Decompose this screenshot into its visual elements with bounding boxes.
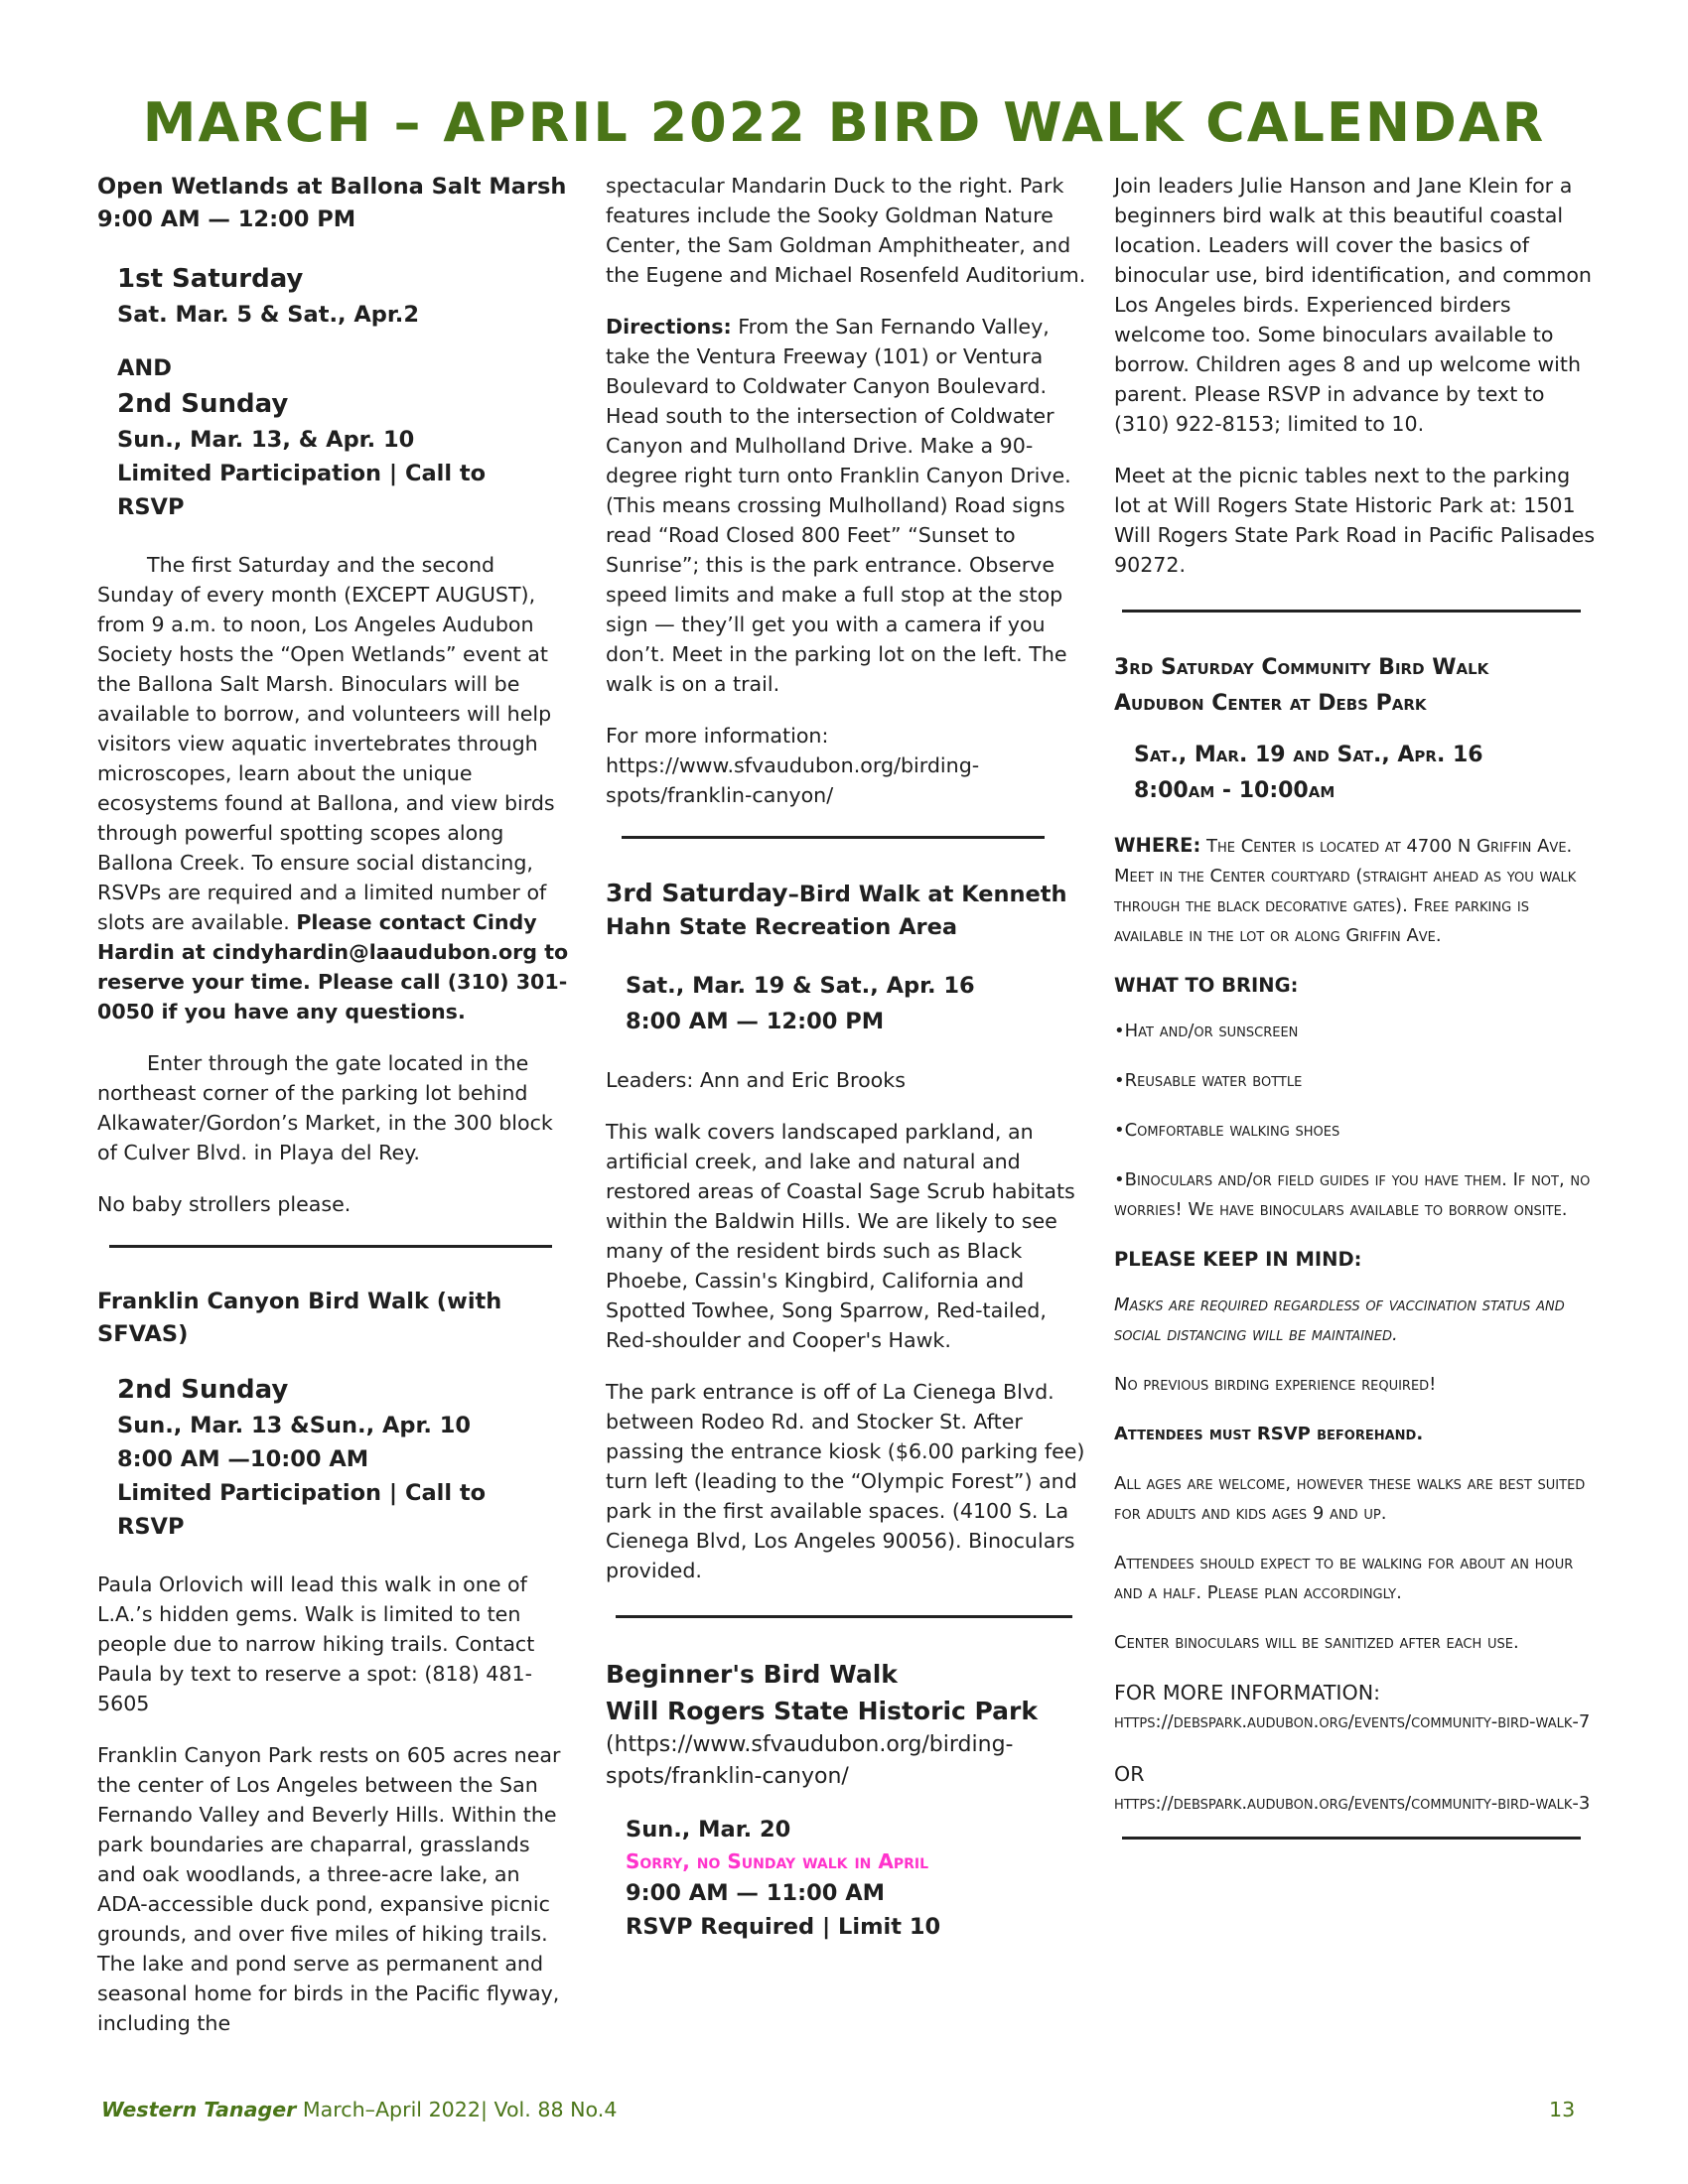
franklin-sched-time: 8:00 AM —10:00 AM: [117, 1446, 369, 1472]
beginner-title-1: Beginner's Bird Walk: [606, 1660, 898, 1689]
beginner-title-2: Will Rogers State Historic Park: [606, 1697, 1039, 1725]
ballona-p1-text: The first Saturday and the second Sunday of every month (EXCEPT AUGUST), from 9 a.m. to noon, Los Angeles Audubon Society hosts the “Open Wetlands” event at the Ballona Salt Marsh. Binoculars will be available to borrow, and volunteers will help visitors view aquatic invertebrates through microscopes, learn about the unique ecosystems found at Ballona, and view birds through powerful spotting scopes along Ballona Creek. To ensure social distancing, RSVPs are required and a limited number of slots are available.: [97, 553, 555, 934]
bring-item-2: •Reusable water bottle: [1114, 1070, 1303, 1091]
bring-item-3: •Comfortable walking shoes: [1114, 1120, 1340, 1141]
hahn-paragraph-1: This walk covers landscaped parkland, an artificial creek, and lake and natural and restored areas of Coastal Sage Scrub habitats within the Baldwin Hills. We are likely to see many of the resident birds such as Black Phoebe, Cassin's Kingbird, California and Spotted Towhee, Song Sparrow, Red-tailed, Red-shoulder and Cooper's Hawk.: [606, 1120, 1075, 1352]
beginner-sched-date: Sun., Mar. 20: [626, 1817, 791, 1843]
hahn-title-b: –Bird Walk at Kenneth Hahn State Recreation Area: [606, 882, 1067, 940]
bring-label: WHAT TO BRING:: [1114, 974, 1299, 997]
ballona-paragraph-1: [97, 550, 572, 1026]
sched-first-saturday: 1st Saturday: [117, 264, 304, 294]
bring-item-1: •Hat and/or sunscreen: [1114, 1021, 1299, 1041]
keep-in-mind-label: PLEASE KEEP IN MIND:: [1114, 1248, 1362, 1271]
debs-schedule: [1134, 738, 1597, 809]
directions-text: From the San Fernando Valley, take the Ventura Freeway (101) or Ventura Boulevard to Coldwater Canyon Boulevard. Head south to the intersection of Coldwater Canyon and Mulholland Drive. Make a 90-degree right turn onto Franklin Canyon Drive. (This means crossing Mulholland) Road signs read “Road Closed 800 Feet” “Sunset to Sunrise”; this is the park entrance. Observe speed limits and make a full stop at the stop sign — they’ll get you with a camera if you don’t. Meet in the parking lot on the left. The walk is on a trail.: [606, 315, 1071, 696]
or-label: OR: [1114, 1762, 1145, 1786]
column-3: [1114, 171, 1597, 1840]
beginner-schedule: [626, 1813, 1092, 1944]
divider: [109, 1245, 552, 1248]
sched-note-1: Limited Participation | Call to: [117, 461, 487, 486]
debs-title-1: 3rd Saturday Community Bird Walk: [1114, 655, 1489, 680]
hahn-title: [606, 877, 1092, 944]
bring-item-4: •Binoculars and/or field guides if you have them. If not, no worries! We have binoculars available to borrow onsite.: [1114, 1169, 1591, 1220]
franklin-directions: [606, 312, 1092, 699]
debs-title: [1114, 650, 1597, 722]
sched-second-sunday: 2nd Sunday: [117, 389, 289, 419]
debs-sched-time: 8:00am - 10:00am: [1134, 778, 1336, 803]
column-2: [606, 171, 1092, 1970]
hahn-paragraph-2: The park entrance is off of La Cienega Blvd. between Rodeo Rd. and Stocker St. After passing the entrance kiosk ($6.00 parking fee) turn left (leading to the “Olympic Forest”) and park in the first available spaces. (4100 S. La Cienega Blvd, Los Angeles 90056). Binoculars provided.: [606, 1380, 1085, 1582]
ballona-paragraph-2: Enter through the gate located in the northeast corner of the parking lot behind Alkawater/Gordon’s Market, in the 300 block of Culver Blvd. in Playa del Rey.: [97, 1051, 553, 1164]
more-info-label: FOR MORE INFORMATION:: [1114, 1681, 1381, 1705]
franklin-continued: spectacular Mandarin Duck to the right. Park features include the Sooky Goldman Nature Center, the Sam Goldman Amphitheater, and the Eugene and Michael Rosenfeld Auditorium.: [606, 174, 1086, 287]
page-number: 13: [1549, 2098, 1576, 2121]
franklin-schedule: [117, 1371, 572, 1544]
ballona-title: Open Wetlands at Ballona Salt Marsh: [97, 174, 567, 200]
ballona-paragraph-3: No baby strollers please.: [97, 1192, 352, 1216]
hahn-leaders: Leaders: Ann and Eric Brooks: [606, 1068, 906, 1092]
directions-label: Directions:: [606, 315, 732, 339]
beginner-sched-time: 9:00 AM — 11:00 AM: [626, 1880, 886, 1906]
debs-where: [1114, 831, 1597, 951]
duration-note: Attendees should expect to be walking for about an hour and a half. Please plan accordingly.: [1114, 1553, 1574, 1603]
sched-note-2: RSVP: [117, 494, 185, 520]
franklin-title: Franklin Canyon Bird Walk (with SFVAS): [97, 1289, 502, 1347]
hahn-sched-dates: Sat., Mar. 19 & Sat., Apr. 16: [626, 973, 975, 999]
debs-title-2: Audubon Center at Debs Park: [1114, 691, 1427, 716]
sorry-notice: Sorry, no Sunday walk in April: [626, 1849, 929, 1873]
beginner-title: [606, 1656, 1092, 1793]
column-1: [97, 171, 572, 2060]
hahn-title-a: 3rd Saturday: [606, 879, 788, 907]
divider: [616, 1615, 1072, 1618]
debs-sched-dates: Sat., Mar. 19 and Sat., Apr. 16: [1134, 743, 1483, 767]
debs-link-1[interactable]: https://debspark.audubon.org/events/community-bird-walk-7: [1114, 1711, 1591, 1732]
beginner-continued: Join leaders Julie Hanson and Jane Klein for a beginners bird walk at this beautiful coastal location. Leaders will cover the basics of binocular use, bird identification, and common Los Angeles birds. Experienced birders welcome too. Some binoculars available to borrow. Children ages 8 and up welcome with parent. Please RSVP in advance by text to (310) 922-8153; limited to 10.: [1114, 174, 1592, 436]
beginner-meet: Meet at the picnic tables next to the parking lot at Will Rogers State Historic Park at: 1501 Will Rogers State Park Road in Pacific Palisades 90272.: [1114, 464, 1596, 577]
sched-dates-a: Sat. Mar. 5 & Sat., Apr.2: [117, 302, 419, 328]
franklin-sched-head: 2nd Sunday: [117, 1375, 289, 1405]
sanitized-note: Center binoculars will be sanitized after each use.: [1114, 1632, 1519, 1653]
divider: [622, 836, 1045, 839]
ballona-schedule: [117, 260, 572, 524]
ballona-contact: Please contact Cindy Hardin at cindyhardin@laaudubon.org to reserve your time. Please call (310) 301-0050 if you have any questions.: [97, 910, 569, 1024]
beginner-sched-note: RSVP Required | Limit 10: [626, 1914, 941, 1940]
franklin-more-info[interactable]: For more information: https://www.sfvaudubon.org/birding-spots/franklin-canyon/: [606, 724, 980, 807]
masks-note: Masks are required regardless of vaccination status and social distancing will be maintained.: [1114, 1295, 1565, 1345]
hahn-sched-time: 8:00 AM — 12:00 PM: [626, 1009, 885, 1034]
debs-link-2[interactable]: https://debspark.audubon.org/events/community-bird-walk-3: [1114, 1793, 1591, 1814]
franklin-sched-dates: Sun., Mar. 13 &Sun., Apr. 10: [117, 1413, 472, 1438]
sched-and: AND: [117, 355, 172, 381]
ages-note: All ages are welcome, however these walks are best suited for adults and kids ages 9 and up.: [1114, 1473, 1586, 1524]
where-text: The Center is located at 4700 N Griffin Ave. Meet in the Center courtyard (straight ahead as you walk through the black decorative gates). Free parking is available in the lot or along Griffin Ave.: [1114, 836, 1577, 946]
franklin-sched-note-2: RSVP: [117, 1514, 185, 1540]
issue-info: March–April 2022| Vol. 88 No.4: [296, 2098, 618, 2121]
no-experience-note: No previous birding experience required!: [1114, 1374, 1437, 1395]
rsvp-note: Attendees must RSVP beforehand.: [1114, 1424, 1424, 1444]
franklin-sched-note-1: Limited Participation | Call to: [117, 1480, 487, 1506]
hahn-schedule: [626, 968, 1092, 1039]
where-label: WHERE:: [1114, 834, 1201, 857]
footer: [101, 2098, 617, 2121]
page-title: MARCH – APRIL 2022 BIRD WALK CALENDAR: [142, 91, 1546, 154]
ballona-time: 9:00 AM — 12:00 PM: [97, 206, 356, 232]
divider: [1122, 610, 1581, 613]
ballona-heading: [97, 171, 572, 236]
divider: [1122, 1837, 1581, 1840]
franklin-paragraph-1: Paula Orlovich will lead this walk in one of L.A.’s hidden gems. Walk is limited to ten people due to narrow hiking trails. Contact Paula by text to reserve a spot: (818) 481-5605: [97, 1572, 535, 1715]
journal-name: Western Tanager: [101, 2098, 297, 2121]
franklin-paragraph-2: Franklin Canyon Park rests on 605 acres near the center of Los Angeles between the San Fernando Valley and Beverly Hills. Within the park boundaries are chaparral, grasslands and oak woodlands, a three-acre lake, an ADA-accessible duck pond, expansive picnic grounds, and over five miles of hiking trails. The lake and pond serve as permanent and seasonal home for birds in the Pacific flyway, including the: [97, 1743, 561, 2035]
beginner-link[interactable]: (https://www.sfvaudubon.org/birding-spots/franklin-canyon/: [606, 1732, 1014, 1789]
sched-dates-b: Sun., Mar. 13, & Apr. 10: [117, 427, 415, 453]
